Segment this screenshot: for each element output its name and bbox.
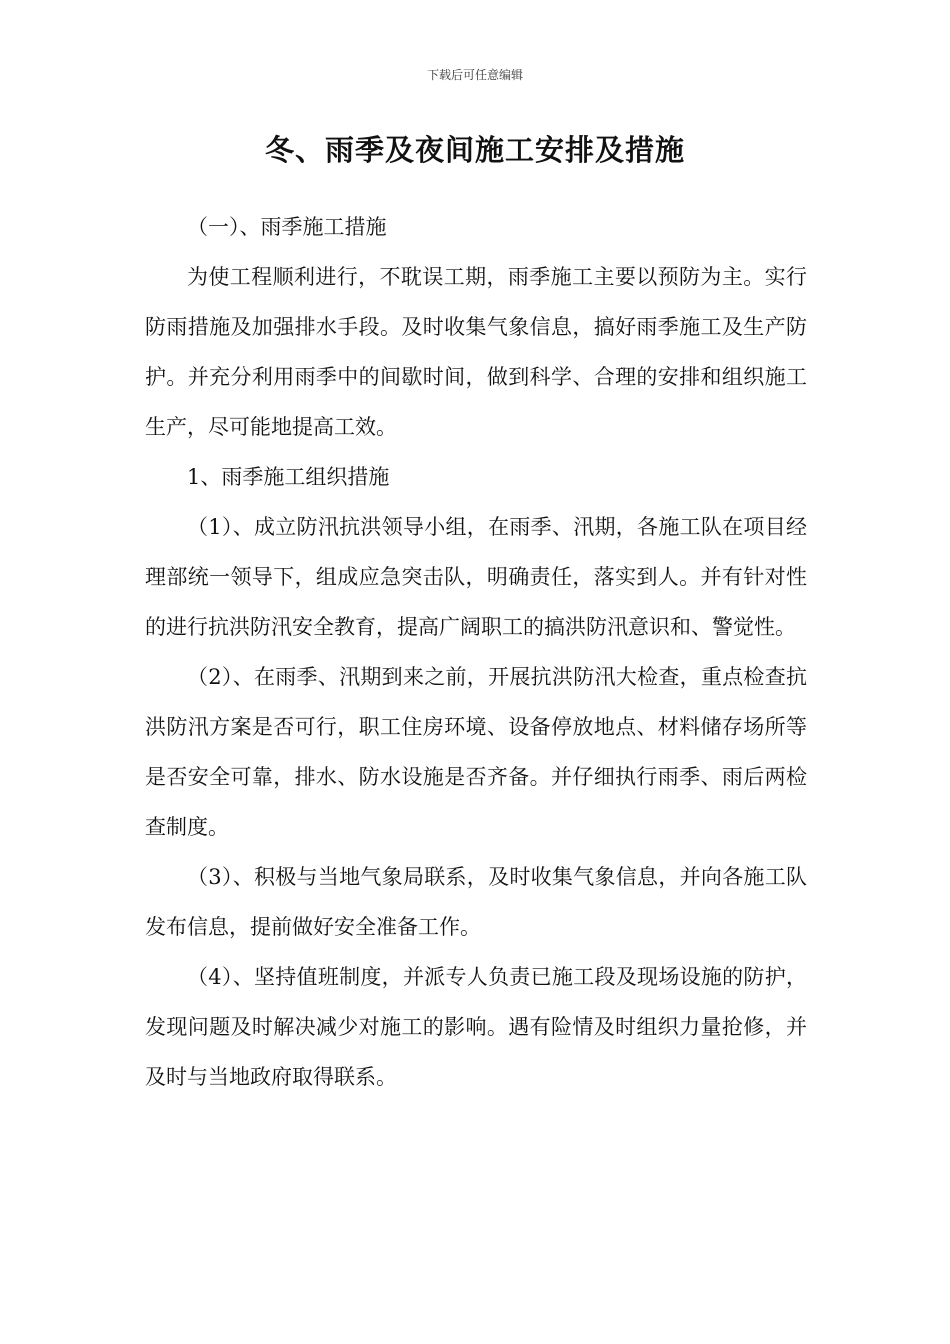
measure-item-2: （2）、在雨季、汛期到来之前，开展抗洪防汛大检查，重点检查抗洪防汛方案是否可行，职工住房环境、设备停放地点、材料储存场所等是否安全可靠，排水、防水设施是否齐备。并仔细执行雨季、雨后两检查制度。 <box>145 665 807 839</box>
page-header-note: 下载后可任意编辑 <box>426 68 523 82</box>
intro-paragraph: 为使工程顺利进行，不耽误工期，雨季施工主要以预防为主。实行防雨措施及加强排水手段。及时收集气象信息，搞好雨季施工及生产防护。并充分利用雨季中的间歇时间，做到科学、合理的安排和组织施工生产，尽可能地提高工效。 <box>145 265 807 439</box>
subsection-heading-organization: 1、雨季施工组织措施 <box>187 465 390 489</box>
section-heading-rainy-season: （一）、雨季施工措施 <box>187 215 387 239</box>
measure-item-1: （1）、成立防汛抗洪领导小组，在雨季、汛期，各施工队在项目经理部统一领导下，组成应急突击队，明确责任，落实到人。并有针对性的进行抗洪防汛安全教育，提高广阔职工的搞洪防汛意识和、警觉性。 <box>145 515 807 639</box>
document-title: 冬、雨季及夜间施工安排及措施 <box>264 133 685 167</box>
document-body <box>145 202 807 1102</box>
measure-item-3: （3）、积极与当地气象局联系，及时收集气象信息，并向各施工队发布信息，提前做好安全准备工作。 <box>145 865 807 939</box>
measure-item-4: （4）、坚持值班制度，并派专人负责已施工段及现场设施的防护，发现问题及时解决减少对施工的影响。遇有险情及时组织力量抢修，并及时与当地政府取得联系。 <box>145 965 807 1089</box>
